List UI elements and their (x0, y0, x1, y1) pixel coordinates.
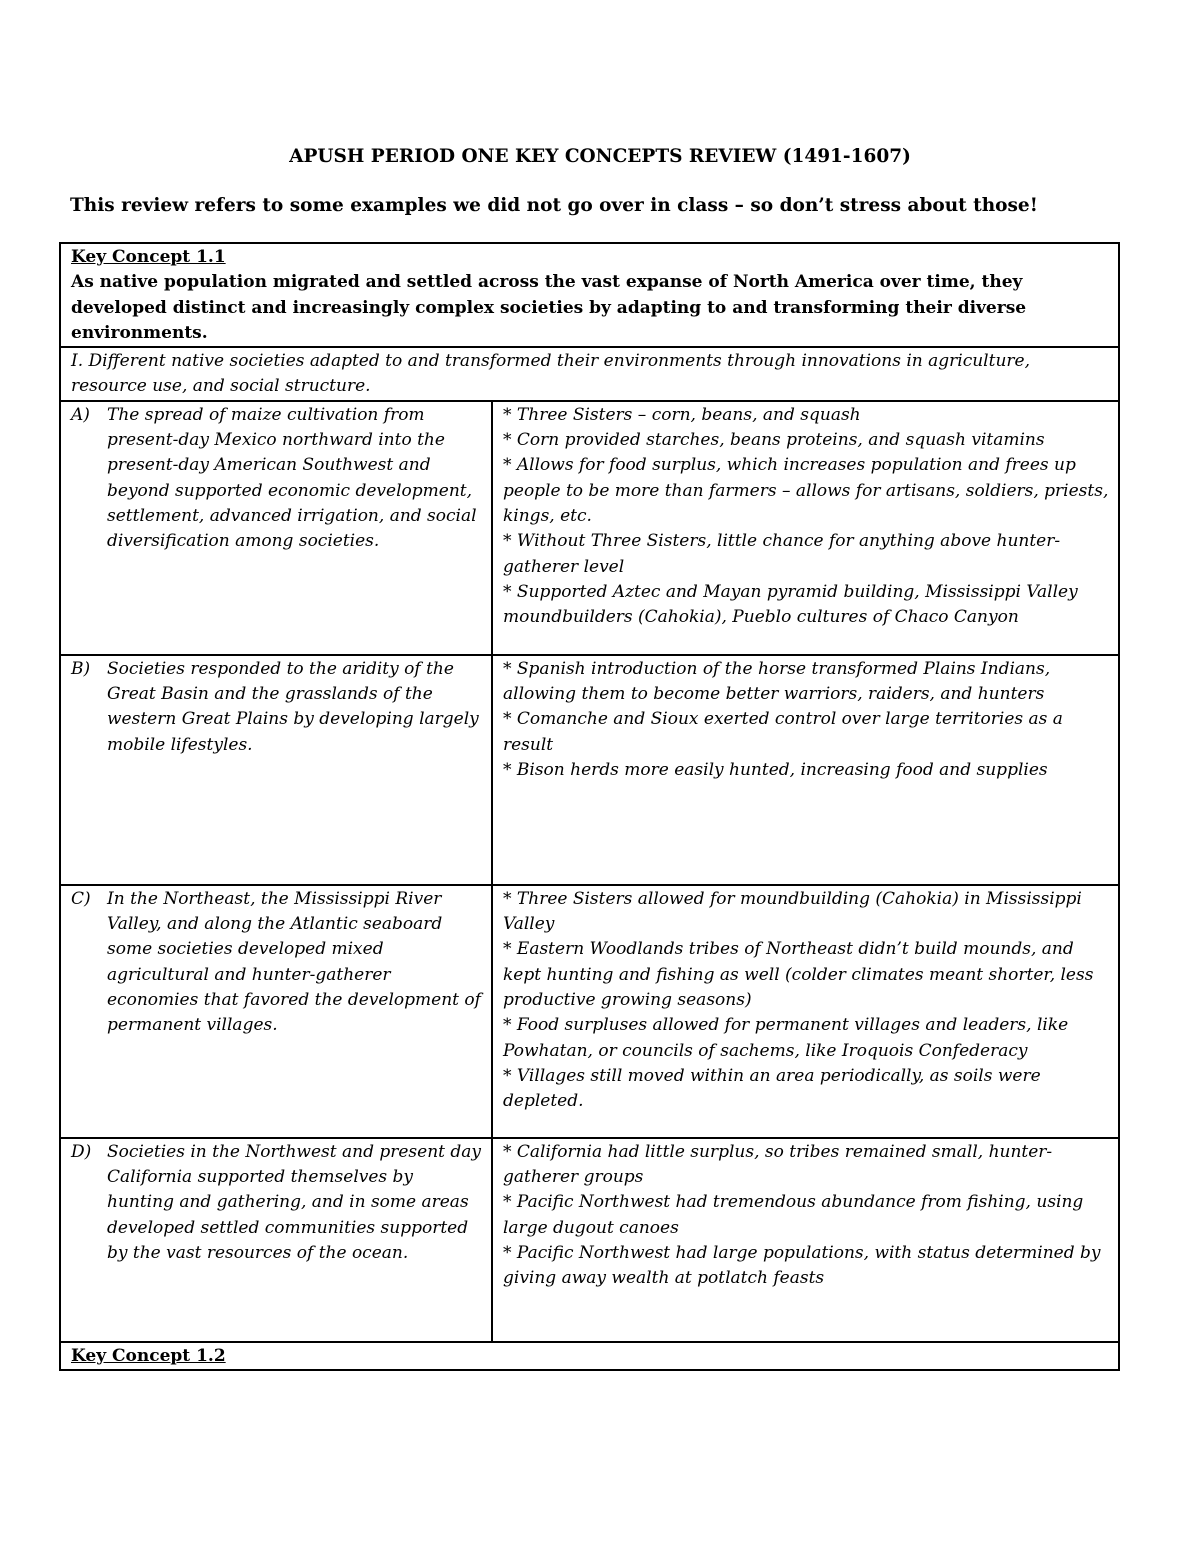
note-line: * Supported Aztec and Mayan pyramid building, Mississippi Valley moundbuilders (Cahokia), Pueblo cultures of Chaco Canyon (503, 581, 1078, 628)
item-cell (60, 401, 492, 655)
item-cell (60, 1138, 492, 1342)
concept-title: Key Concept 1.1 (71, 247, 226, 267)
concept-header-cell (60, 1342, 1119, 1370)
review-table (59, 242, 1120, 1371)
concept-header-row (60, 243, 1119, 347)
notes-cell (492, 885, 1119, 1138)
item-text: Societies in the Northwest and present day California supported themselves by hunting and gathering, and in some areas developed settled communities supported by the vast resources of the ocean. (107, 1141, 482, 1263)
notes-cell (492, 655, 1119, 885)
concept-header-cell (60, 243, 1119, 347)
table-row (60, 655, 1119, 885)
note-line: * Three Sisters allowed for moundbuilding (Cahokia) in Mississippi Valley (503, 888, 1082, 935)
page-title: APUSH PERIOD ONE KEY CONCEPTS REVIEW (1491-1607) (289, 146, 911, 167)
topic-cell (60, 347, 1119, 401)
note-line: * Eastern Woodlands tribes of Northeast didn’t build mounds, and kept hunting and fishing as well (colder climates meant shorter, less productive growing seasons) (503, 939, 1094, 1010)
note-line: * Comanche and Sioux exerted control over large territories as a result (503, 709, 1063, 755)
item-letter: A) (71, 404, 90, 425)
table-row (60, 1138, 1119, 1342)
note-line: * California had little surplus, so tribes remained small, hunter-gatherer groups (503, 1141, 1053, 1188)
concept-header-row (60, 1342, 1119, 1370)
page-note: This review refers to some examples we did not go over in class – so don’t stress about those! (70, 195, 1038, 216)
note-line: * Pacific Northwest had tremendous abundance from fishing, using large dugout canoes (503, 1192, 1084, 1238)
table-row (60, 401, 1119, 655)
item-text: The spread of maize cultivation from present-day Mexico northward into the present-day American Southwest and beyond supported economic development, settlement, advanced irrigation, and social diversification among societies. (107, 404, 477, 552)
note-line: * Without Three Sisters, little chance for anything above hunter-gatherer level (503, 531, 1061, 577)
item-letter: B) (71, 658, 91, 679)
item-text: Societies responded to the aridity of the Great Basin and the grasslands of the western Great Plains by developing largely mobile lifestyles. (107, 658, 479, 755)
concept-title: Key Concept 1.2 (71, 1345, 226, 1366)
topic-row (60, 347, 1119, 401)
concept-description: As native population migrated and settled across the vast expanse of North America over time, they developed distinct and increasingly complex societies by adapting to and transforming their diverse environments. (71, 272, 1027, 343)
notes-cell (492, 1138, 1119, 1342)
note-line: * Allows for food surplus, which increases population and frees up people to be more than farmers – allows for artisans, soldiers, priests, kings, etc. (503, 455, 1109, 526)
topic-text: I. Different native societies adapted to and transformed their environments through innovations in agriculture, resource use, and social structure. (71, 351, 1030, 397)
item-letter: C) (71, 888, 91, 909)
note-line: * Pacific Northwest had large populations, with status determined by giving away wealth at potlatch feasts (503, 1242, 1101, 1289)
note-line: * Spanish introduction of the horse transformed Plains Indians, allowing them to become better warriors, raiders, and hunters (503, 658, 1051, 705)
item-cell (60, 655, 492, 885)
item-letter: D) (71, 1141, 92, 1162)
notes-cell (492, 401, 1119, 655)
note-line: * Villages still moved within an area periodically, as soils were depleted. (503, 1065, 1041, 1112)
note-line: * Food surpluses allowed for permanent villages and leaders, like Powhatan, or councils of sachems, like Iroquois Confederacy (503, 1015, 1069, 1061)
table-row (60, 885, 1119, 1138)
item-text: In the Northeast, the Mississippi River Valley, and along the Atlantic seaboard some societies developed mixed agricultural and hunter-gatherer economies that favored the development of permanent villages. (107, 888, 481, 1036)
note-line: * Bison herds more easily hunted, increasing food and supplies (503, 759, 1048, 780)
item-cell (60, 885, 492, 1138)
note-line: * Corn provided starches, beans proteins, and squash vitamins (503, 430, 1045, 451)
note-line: * Three Sisters – corn, beans, and squash (503, 404, 861, 425)
